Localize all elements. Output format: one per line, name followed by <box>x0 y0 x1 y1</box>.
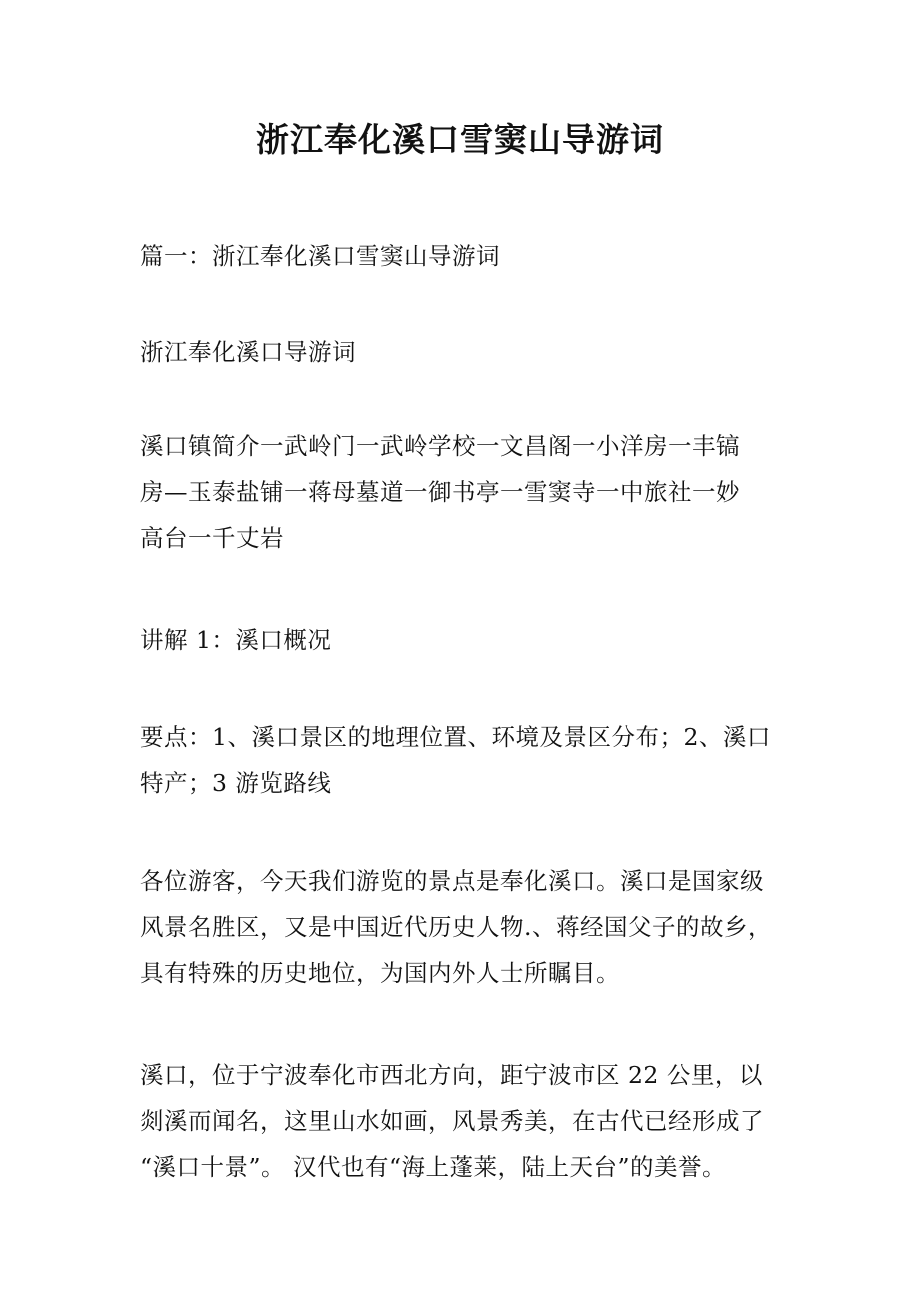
text-line: 高台一千丈岩 <box>140 524 284 552</box>
paragraph-subtitle <box>140 329 800 375</box>
paragraph-lecture-heading <box>140 617 800 663</box>
paragraph-location <box>140 1052 800 1190</box>
paragraph-route <box>140 423 800 561</box>
text-line: “溪口十景”。 汉代也有“海上蓬莱，陆上天台”的美誉。 <box>140 1153 727 1181</box>
text-line: 房—玉泰盐铺一蒋母墓道一御书亭一雪窦寺一中旅社一妙 <box>140 478 740 506</box>
text-line: 溪口，位于宁波奉化市西北方向，距宁波市区 22 公里，以 <box>140 1061 763 1089</box>
document-title: 浙江奉化溪口雪窦山导游词 <box>256 120 664 159</box>
text-line: 讲解 1：溪口概况 <box>140 626 332 654</box>
paragraph-section-heading <box>140 233 800 279</box>
text-line: 各位游客，今天我们游览的景点是奉化溪口。溪口是国家级 <box>140 867 764 895</box>
text-line: 剡溪而闻名，这里山水如画，风景秀美，在古代已经形成了 <box>140 1107 764 1135</box>
paragraph-key-points <box>140 714 800 806</box>
text-line: 溪口镇简介一武岭门一武岭学校一文昌阁一小洋房一丰镐 <box>140 432 740 460</box>
text-line: 特产；3 游览路线 <box>140 769 332 797</box>
paragraph-introduction <box>140 858 800 996</box>
text-line: 浙江奉化溪口导游词 <box>140 338 356 366</box>
text-line: 要点：1、溪口景区的地理位置、环境及景区分布；2、溪口 <box>140 723 771 751</box>
text-line: 篇一：浙江奉化溪口雪窦山导游词 <box>140 242 500 270</box>
text-line: 具有特殊的历史地位，为国内外人士所瞩目。 <box>140 959 620 987</box>
text-line: 风景名胜区，又是中国近代历史人物.、蒋经国父子的故乡， <box>140 913 772 941</box>
